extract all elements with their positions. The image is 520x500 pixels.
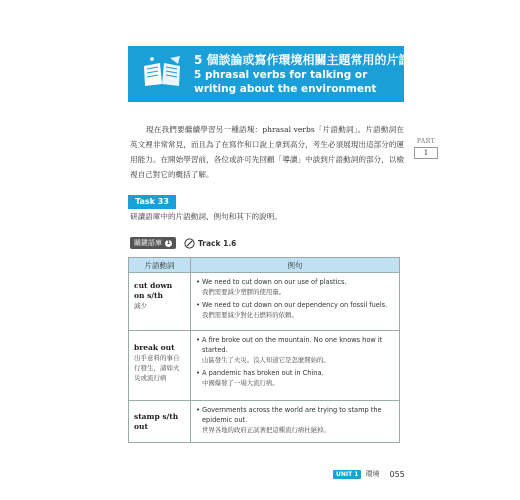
open-book-icon [140, 54, 184, 94]
table-row [129, 331, 400, 401]
unit-name: 環境 [365, 470, 380, 478]
vocab-bank-number: 1 [166, 239, 171, 246]
example-english: • We need to cut down on our dependency on fossil fuels. [202, 301, 388, 309]
table-row [129, 273, 400, 331]
example-chinese: 山區發生了火災。沒人知道它是怎麼開始的。 [202, 356, 330, 364]
term-cell [129, 331, 191, 401]
example-english: • Governments across the world are trying to stamp the epidemic out. [202, 406, 382, 424]
table-header-row [129, 258, 400, 273]
task-description: 研讀語庫中的片語動詞、例句和其下的說明。 [130, 212, 282, 221]
page-number: 055 [389, 469, 405, 479]
vocab-bank-badge [130, 237, 176, 249]
example-english: • A pandemic has broken out in China. [202, 369, 324, 377]
section-banner [128, 46, 435, 102]
term-meaning: 減少 [134, 302, 147, 310]
term-cell [129, 401, 191, 443]
banner-title-chinese: 5 個談論或寫作環境相關主題常用的片語動詞 [194, 53, 435, 67]
part-tab [414, 138, 438, 159]
phrasal-verb-table [128, 257, 400, 443]
unit-badge: UNIT 1 [333, 470, 361, 479]
header-phrasal-verb: 片語動詞 [129, 258, 191, 273]
example-chinese: 我們需要減少塑膠的使用量。 [202, 288, 286, 296]
example-item [196, 277, 394, 297]
table-row [129, 401, 400, 443]
example-item [196, 405, 394, 435]
audio-track[interactable] [184, 236, 236, 250]
term: cut down on s/th [134, 281, 173, 300]
page-footer [333, 469, 405, 479]
header-example: 例句 [191, 258, 400, 273]
banner-title-english: 5 phrasal verbs for talking or writing about the environment [194, 69, 377, 95]
task-label: Task 33 [128, 195, 176, 209]
term-cell [129, 273, 191, 331]
term: stamp s/th out [134, 411, 179, 431]
term-meaning: 出乎意料的事自行發生，諸如火災或流行病 [134, 354, 180, 382]
example-chinese: 世界各地的政府正試著把這種流行病杜絕掉。 [202, 426, 330, 434]
example-english: • A fire broke out on the mountain. No one knows how it started. [202, 336, 383, 354]
example-item [196, 300, 394, 320]
example-item [196, 368, 394, 388]
term: break out [134, 343, 175, 352]
example-cell [191, 331, 400, 401]
part-number: 1 [414, 147, 438, 159]
example-english: • We need to cut down on our use of plastics. [202, 278, 347, 286]
example-cell [191, 401, 400, 443]
track-label: Track 1.6 [198, 238, 237, 248]
intro-paragraph: 現在我們要繼續學習另一種語塊：phrasal verbs「片語動詞」。片語動詞在英文裡非常常見，而且為了在寫作和口說上拿到高分，考生必須展現出這部分的運用能力。在開始學習前，各位或許可先回顧「導讀」中談到片語動詞的部分，以檢視自己對它的概括了解。 [130, 125, 404, 179]
example-chinese: 我們需要減少對化石燃料的依賴。 [202, 311, 298, 319]
vocab-bank-label: 關鍵語庫 [134, 239, 162, 247]
example-item [196, 335, 394, 365]
example-chinese: 中國爆發了一場大流行病。 [202, 379, 279, 387]
part-label: PART [416, 138, 436, 145]
audio-track-icon [184, 238, 195, 249]
example-cell [191, 273, 400, 331]
